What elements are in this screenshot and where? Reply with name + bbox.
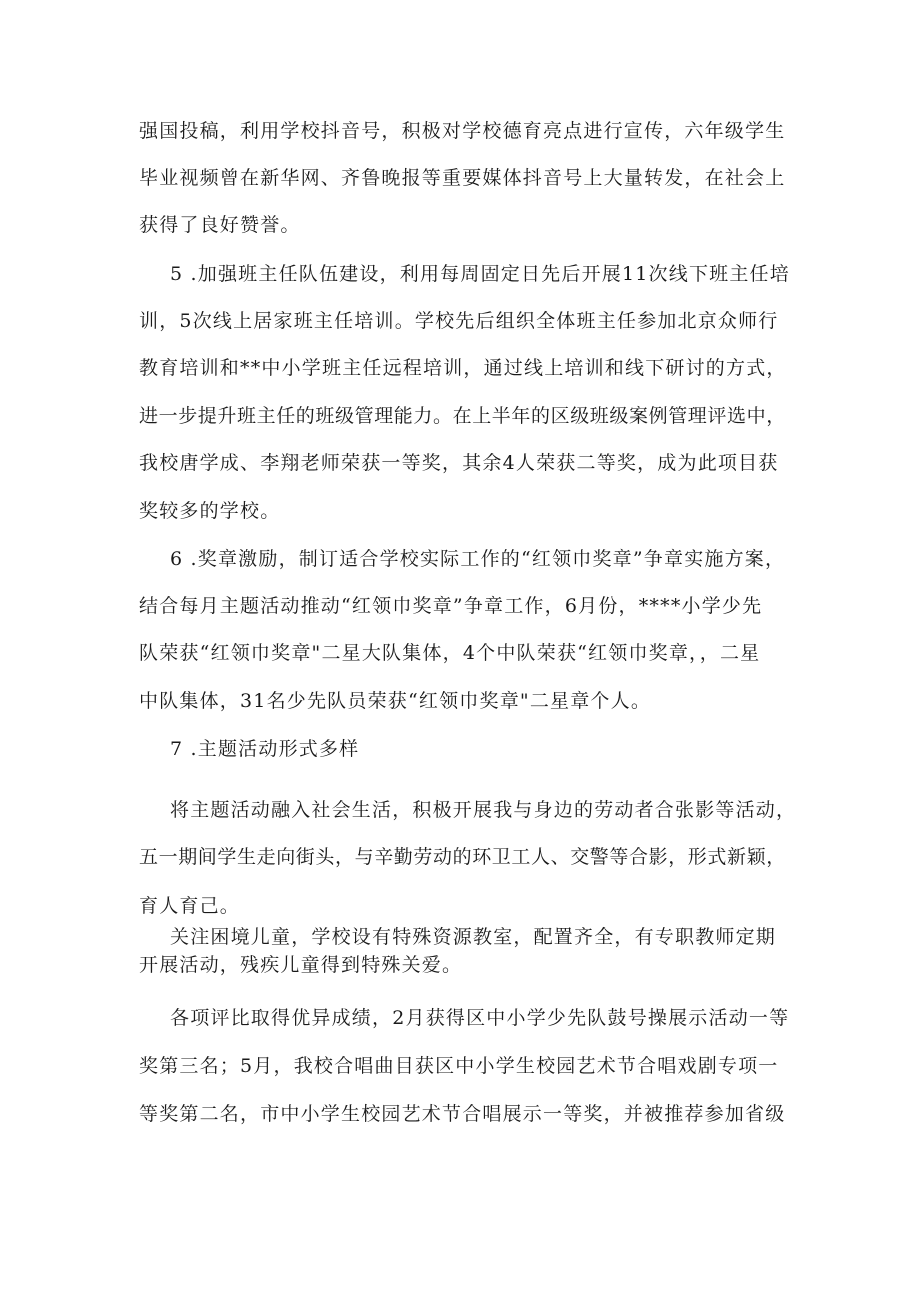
text-line: 各项评比取得优异成绩，2月获得区中小学少先队鼓号操展示活动一等 [170, 1007, 790, 1029]
text-line: 6 .奖章激励，制订适合学校实际工作的“红领巾奖章”争章实施方案， [170, 548, 786, 570]
text-line: 队荣获“红领巾奖章"二星大队集体，4个中队荣获“红领巾奖章，，二星 [139, 642, 761, 664]
text-line: 中队集体，31名少先队员荣获“红领巾奖章"二星章个人。 [139, 690, 652, 712]
text-line: 等奖第二名，市中小学生校园艺术节合唱展示一等奖，并被推荐参加省级 [139, 1103, 786, 1125]
text-line: 育人育己。 [139, 895, 241, 917]
text-line: 开展活动，残疾儿童得到特殊关爱。 [139, 954, 463, 976]
text-line: 将主题活动融入社会生活，积极开展我与身边的劳动者合张影等活动， [170, 799, 797, 821]
text-line: 奖第三名；5月，我校合唱曲目获区中小学生校园艺术节合唱戏剧专项一 [139, 1055, 779, 1077]
text-line: 5 .加强班主任队伍建设，利用每周固定日先后开展11次线下班主任培 [170, 263, 790, 285]
text-line: 关注困境儿童，学校设有特殊资源教室，配置齐全，有专职教师定期 [170, 926, 777, 948]
text-line: 进一步提升班主任的班级管理能力。在上半年的区级班级案例管理评选中， [139, 405, 786, 427]
text-line: 获得了良好赞誉。 [139, 214, 301, 236]
text-line: 五一期间学生走向街头，与辛勤劳动的环卫工人、交警等合影，形式新颖， [139, 846, 786, 868]
text-line: 结合每月主题活动推动“红领巾奖章”争章工作，6月份，****小学少先 [139, 595, 763, 617]
text-line: 教育培训和**中小学班主任远程培训，通过线上培训和线下研讨的方式， [139, 357, 787, 379]
text-line: 强国投稿，利用学校抖音号，积极对学校德育亮点进行宣传，六年级学生 [139, 120, 786, 142]
text-line: 奖较多的学校。 [139, 500, 281, 522]
text-line: 训，5次线上居家班主任培训。学校先后组织全体班主任参加北京众师行 [139, 310, 779, 332]
section-heading: 7 .主题活动形式多样 [170, 738, 360, 760]
text-line: 我校唐学成、李翔老师荣获一等奖，其余4人荣获二等奖，成为此项目获 [139, 452, 779, 474]
text-line: 毕业视频曾在新华网、齐鲁晚报等重要媒体抖音号上大量转发，在社会上 [139, 167, 786, 189]
